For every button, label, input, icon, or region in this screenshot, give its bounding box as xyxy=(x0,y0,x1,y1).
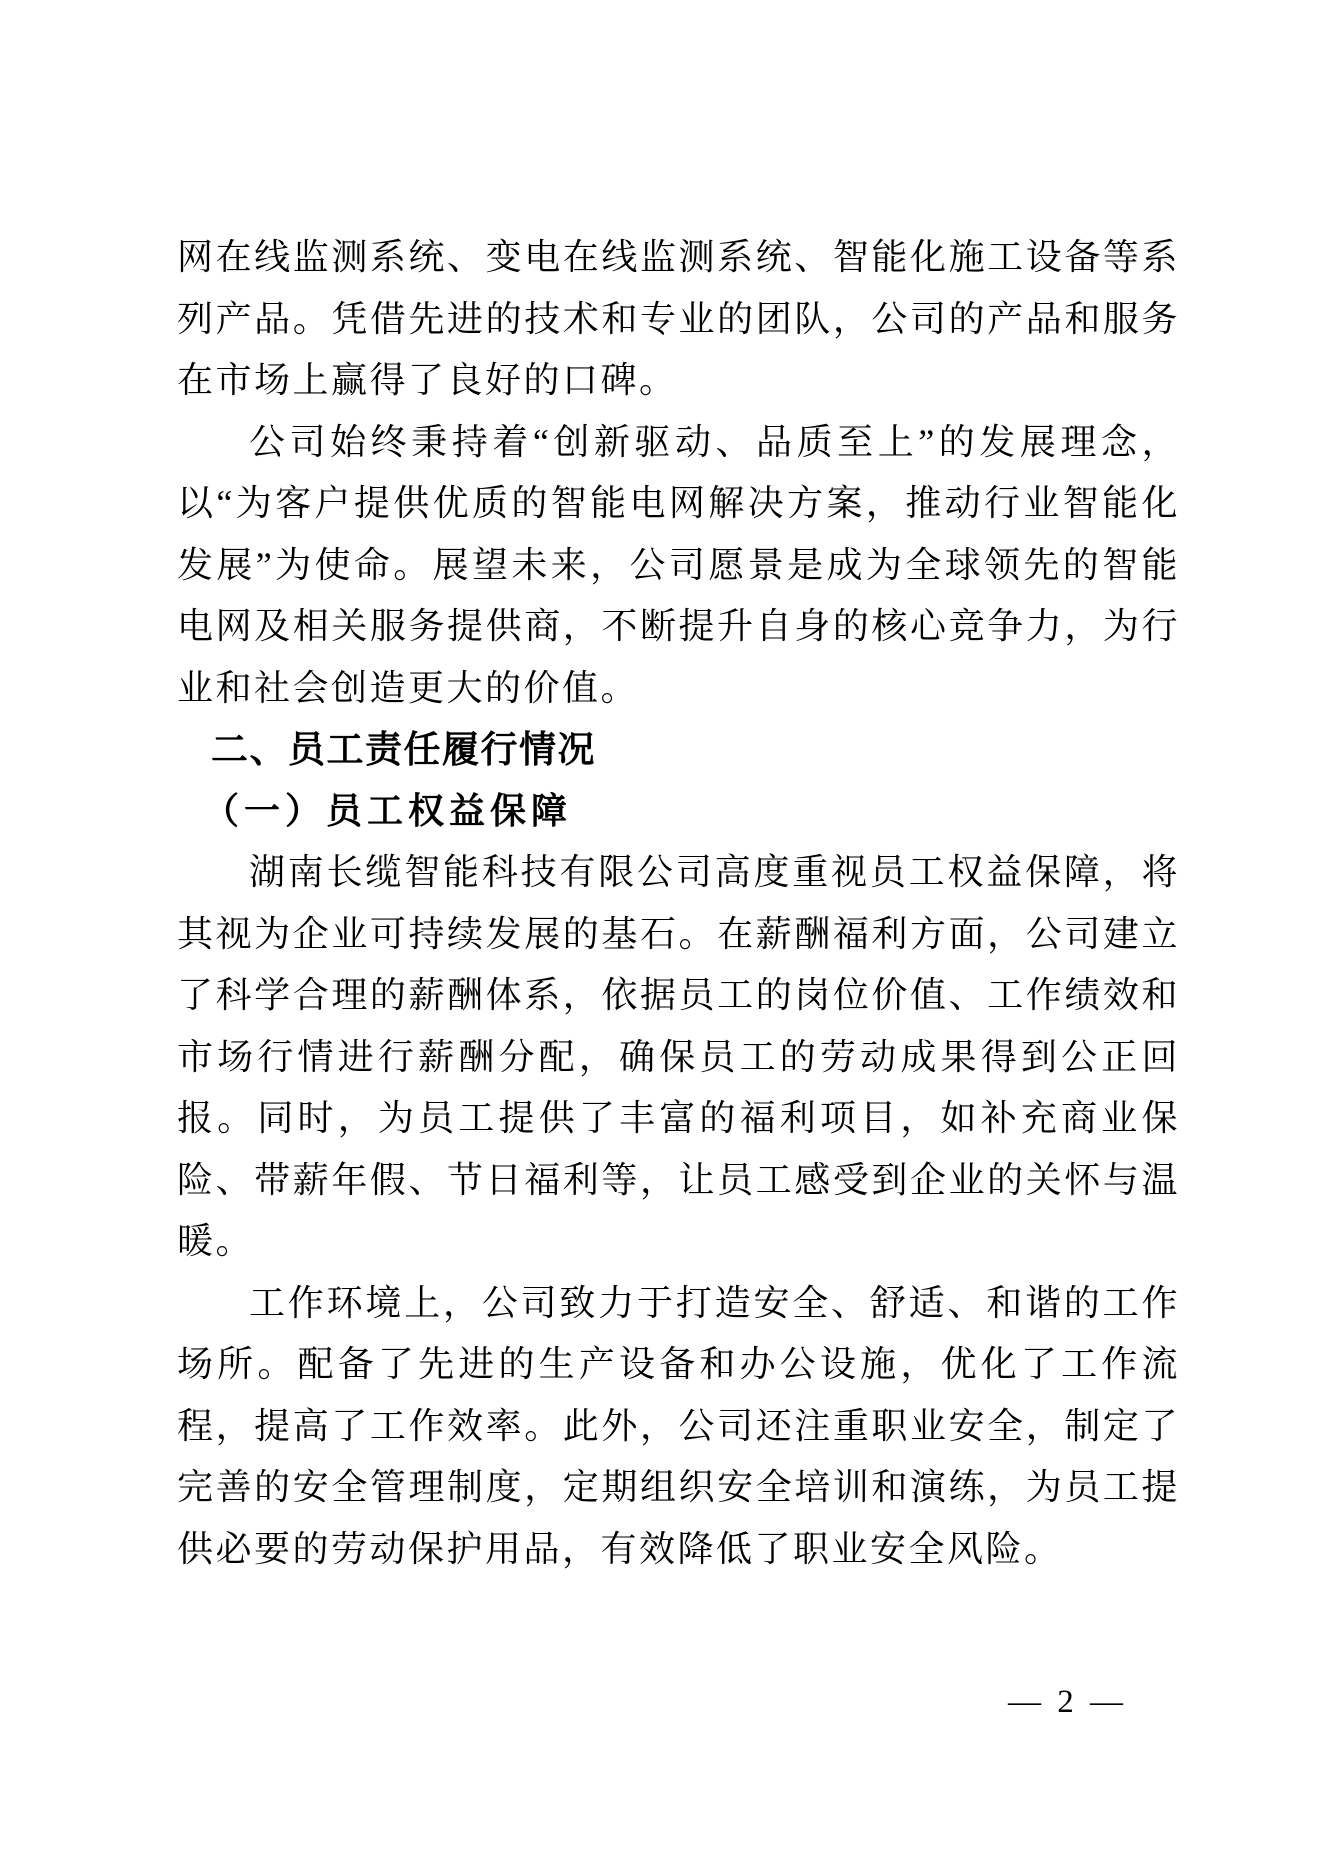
paragraph-employee-rights: 湖南长缆智能科技有限公司高度重视员工权益保障，将其视为企业可持续发展的基石。在薪酬福利方面，公司建立了科学合理的薪酬体系，依据员工的岗位价值、工作绩效和市场行情进行薪酬分配，确保员工的劳动成果得到公正回报。同时，为员工提供了丰富的福利项目，如补充商业保险、带薪年假、节日福利等，让员工感受到企业的关怀与温暖。 xyxy=(177,852,1180,1261)
document-body xyxy=(177,227,1180,1580)
paragraph-work-environment: 工作环境上，公司致力于打造安全、舒适、和谐的工作场所。配备了先进的生产设备和办公设施，优化了工作流程，提高了工作效率。此外，公司还注重职业安全，制定了完善的安全管理制度，定期组织安全培训和演练，为员工提供必要的劳动保护用品，有效降低了职业安全风险。 xyxy=(177,1282,1180,1569)
page-number: — 2 — xyxy=(1008,1684,1127,1720)
subsection-heading-employee-rights: （一）员工权益保障 xyxy=(203,790,573,831)
paragraph-vision-mission: 公司始终秉持着“创新驱动、品质至上”的发展理念，以“为客户提供优质的智能电网解决方案，推动行业智能化发展”为使命。展望未来，公司愿景是成为全球领先的智能电网及相关服务提供商，不断提升自身的核心竞争力，为行业和社会创造更大的价值。 xyxy=(177,421,1180,708)
section-heading-employee-responsibility: 二、员工责任履行情况 xyxy=(211,729,596,770)
paragraph-products-tail: 网在线监测系统、变电在线监测系统、智能化施工设备等系列产品。凭借先进的技术和专业的团队，公司的产品和服务在市场上赢得了良好的口碑。 xyxy=(177,237,1180,400)
